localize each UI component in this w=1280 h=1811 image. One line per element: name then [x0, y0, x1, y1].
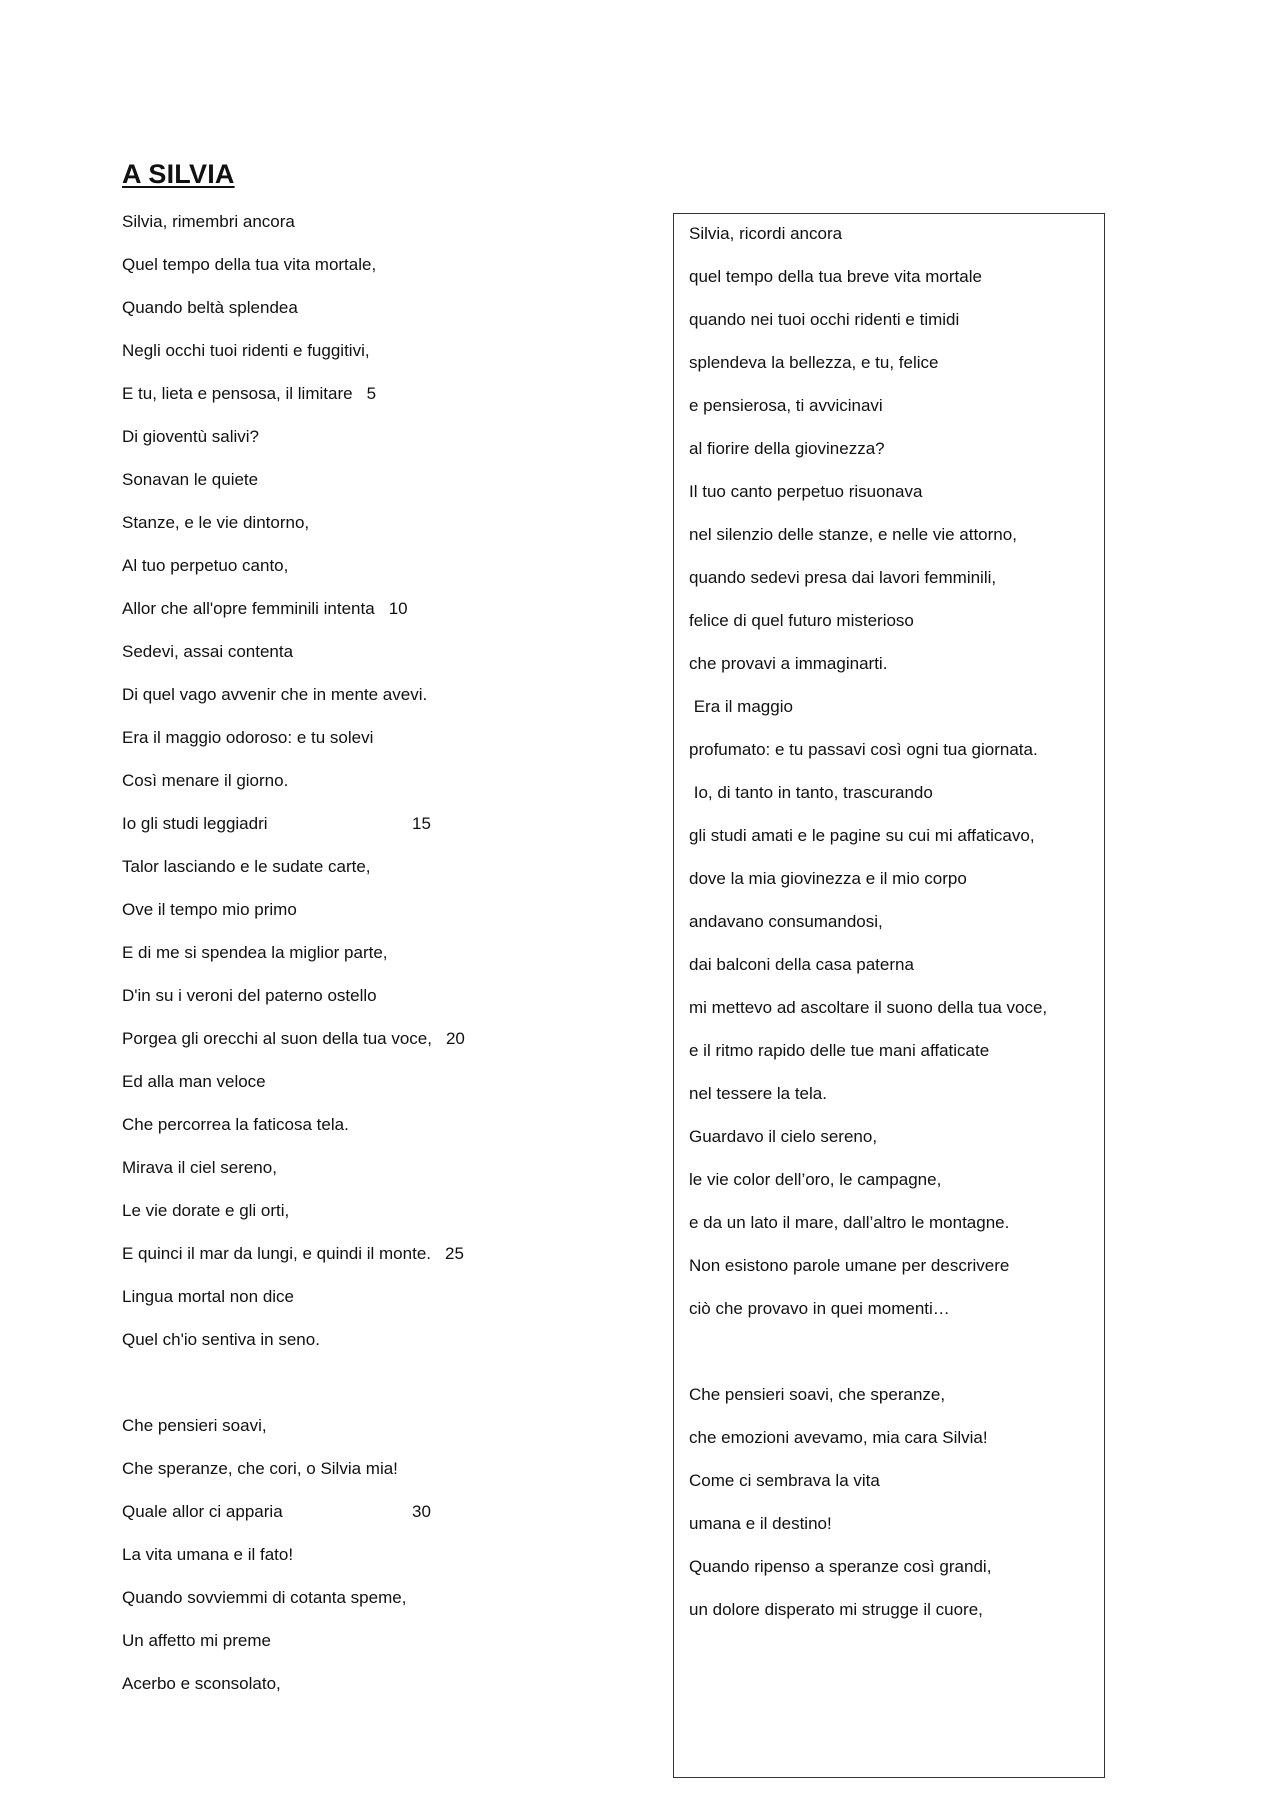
paraphrase-line: andavano consumandosi, [689, 912, 883, 931]
poem-line-text: Al tuo perpetuo canto, [122, 556, 289, 575]
line-number: 5 [366, 384, 377, 403]
paraphrase-line: Quando ripenso a speranze così grandi, [689, 1557, 992, 1576]
poem-line-text: E quinci il mar da lungi, e quindi il monte. [122, 1244, 431, 1263]
paraphrase-line: nel silenzio delle stanze, e nelle vie attorno, [689, 525, 1017, 544]
paraphrase-line: splendeva la bellezza, e tu, felice [689, 353, 939, 372]
paraphrase-line: e il ritmo rapido delle tue mani affaticate [689, 1041, 990, 1060]
poem-line [122, 1238, 662, 1281]
paraphrase-line: al fiorire della giovinezza? [689, 439, 885, 458]
poem-line-text: Che pensieri soavi, [122, 1416, 267, 1435]
paraphrase-line: gli studi amati e le pagine su cui mi affaticavo, [689, 826, 1035, 845]
poem-line-text: Che speranze, che cori, o Silvia mia! [122, 1459, 398, 1478]
poem-line [122, 1195, 662, 1238]
poem-line-text: Talor lasciando e le sudate carte, [122, 857, 371, 876]
poem-line [122, 808, 662, 851]
poem-line [122, 593, 662, 636]
paraphrase-line: Era il maggio [689, 697, 793, 716]
stanza-break [122, 1367, 662, 1410]
poem-line [122, 1023, 662, 1066]
poem-line-text: La vita umana e il fato! [122, 1545, 294, 1564]
poem-line [122, 1281, 662, 1324]
line-number: 30 [412, 1502, 431, 1521]
paraphrase-line: Silvia, ricordi ancora [689, 224, 843, 243]
poem-line [122, 937, 662, 980]
poem-line-text: Sedevi, assai contenta [122, 642, 294, 661]
poem-line [122, 1496, 662, 1539]
paraphrase-line: felice di quel futuro misterioso [689, 611, 914, 630]
original-poem-column [122, 206, 662, 1711]
poem-line [122, 1109, 662, 1152]
poem-line [122, 550, 662, 593]
paraphrase-line: che emozioni avevamo, mia cara Silvia! [689, 1428, 988, 1447]
poem-line-text: Quale allor ci apparia [122, 1502, 283, 1521]
poem-line [122, 722, 662, 765]
poem-line [122, 765, 662, 808]
poem-line-text: D'in su i veroni del paterno ostello [122, 986, 377, 1005]
poem-line-text: Quel ch'io sentiva in seno. [122, 1330, 320, 1349]
poem-title: A SILVIA [122, 159, 235, 189]
poem-line-text: E di me si spendea la miglior parte, [122, 943, 388, 962]
paraphrase-line: dove la mia giovinezza e il mio corpo [689, 869, 967, 888]
paraphrase-line: che provavi a immaginarti. [689, 654, 888, 673]
paraphrase-line: e pensierosa, ti avvicinavi [689, 396, 883, 415]
poem-line [122, 378, 662, 421]
poem-line-text: Io gli studi leggiadri [122, 814, 268, 833]
poem-line-text: Ed alla man veloce [122, 1072, 266, 1091]
paraphrase-line: le vie color dell’oro, le campagne, [689, 1170, 942, 1189]
poem-line-text: Stanze, e le vie dintorno, [122, 513, 310, 532]
poem-line-text: Sonavan le quiete [122, 470, 259, 489]
paraphrase-line: Che pensieri soavi, che speranze, [689, 1385, 946, 1404]
paraphrase-line: quando nei tuoi occhi ridenti e timidi [689, 310, 960, 329]
paraphrase-line: mi mettevo ad ascoltare il suono della tua voce, [689, 998, 1048, 1017]
poem-line [122, 851, 662, 894]
poem-line-text: Le vie dorate e gli orti, [122, 1201, 290, 1220]
line-number: 15 [412, 814, 431, 833]
poem-line [122, 1152, 662, 1195]
paraphrase-line: umana e il destino! [689, 1514, 832, 1533]
poem-line [122, 1066, 662, 1109]
poem-line-text: Così menare il giorno. [122, 771, 289, 790]
poem-line [122, 1453, 662, 1496]
poem-line [122, 679, 662, 722]
poem-line [122, 421, 662, 464]
poem-line-text: Lingua mortal non dice [122, 1287, 295, 1306]
poem-line-text: Un affetto mi preme [122, 1631, 271, 1650]
poem-line [122, 636, 662, 679]
poem-line [122, 980, 662, 1023]
paraphrase-line: dai balconi della casa paterna [689, 955, 914, 974]
paraphrase-line: Non esistono parole umane per descrivere [689, 1256, 1010, 1275]
poem-line-text: Mirava il ciel sereno, [122, 1158, 277, 1177]
poem-line-text: Ove il tempo mio primo [122, 900, 297, 919]
poem-line [122, 1324, 662, 1367]
paraphrase-line: quando sedevi presa dai lavori femminili, [689, 568, 997, 587]
poem-line-text: Negli occhi tuoi ridenti e fuggitivi, [122, 341, 370, 360]
line-number: 25 [445, 1244, 464, 1263]
paraphrase-line: e da un lato il mare, dall’altro le montagne. [689, 1213, 1010, 1232]
poem-line-text: Acerbo e sconsolato, [122, 1674, 281, 1693]
poem-line-text: E tu, lieta e pensosa, il limitare [122, 384, 353, 403]
poem-line [122, 464, 662, 507]
paraphrase-line: profumato: e tu passavi così ogni tua giornata. [689, 740, 1038, 759]
poem-line [122, 206, 662, 249]
poem-line-text: Che percorrea la faticosa tela. [122, 1115, 349, 1134]
line-number: 10 [388, 599, 408, 618]
poem-line-text: Era il maggio odoroso: e tu solevi [122, 728, 374, 747]
poem-line [122, 894, 662, 937]
poem-line [122, 1625, 662, 1668]
poem-line-text: Allor che all'opre femminili intenta [122, 599, 375, 618]
poem-line [122, 1668, 662, 1711]
stanza-break [689, 1336, 1099, 1379]
paraphrase-line: Come ci sembrava la vita [689, 1471, 880, 1490]
poem-line [122, 292, 662, 335]
poem-line-text: Silvia, rimembri ancora [122, 212, 295, 231]
paraphrase-line: ciò che provavo in quei momenti… [689, 1299, 950, 1318]
poem-line-text: Quel tempo della tua vita mortale, [122, 255, 377, 274]
poem-line [122, 335, 662, 378]
poem-line-text: Di quel vago avvenir che in mente avevi. [122, 685, 428, 704]
line-number: 20 [445, 1029, 465, 1048]
paraphrase-line: Il tuo canto perpetuo risuonava [689, 482, 923, 501]
poem-line-text: Di gioventù salivi? [122, 427, 260, 446]
paraphrase-line: un dolore disperato mi strugge il cuore, [689, 1600, 983, 1619]
paraphrase-column [689, 218, 1099, 1637]
paraphrase-line: Guardavo il cielo sereno, [689, 1127, 878, 1146]
poem-line [122, 507, 662, 550]
poem-line-text: Porgea gli orecchi al suon della tua voce, [122, 1029, 432, 1048]
paraphrase-line: nel tessere la tela. [689, 1084, 827, 1103]
paraphrase-line: Io, di tanto in tanto, trascurando [689, 783, 933, 802]
poem-line [122, 1410, 662, 1453]
poem-line-text: Quando beltà splendea [122, 298, 298, 317]
poem-line [122, 249, 662, 292]
poem-line-text: Quando sovviemmi di cotanta speme, [122, 1588, 407, 1607]
poem-line [122, 1539, 662, 1582]
poem-line [122, 1582, 662, 1625]
paraphrase-line: quel tempo della tua breve vita mortale [689, 267, 982, 286]
